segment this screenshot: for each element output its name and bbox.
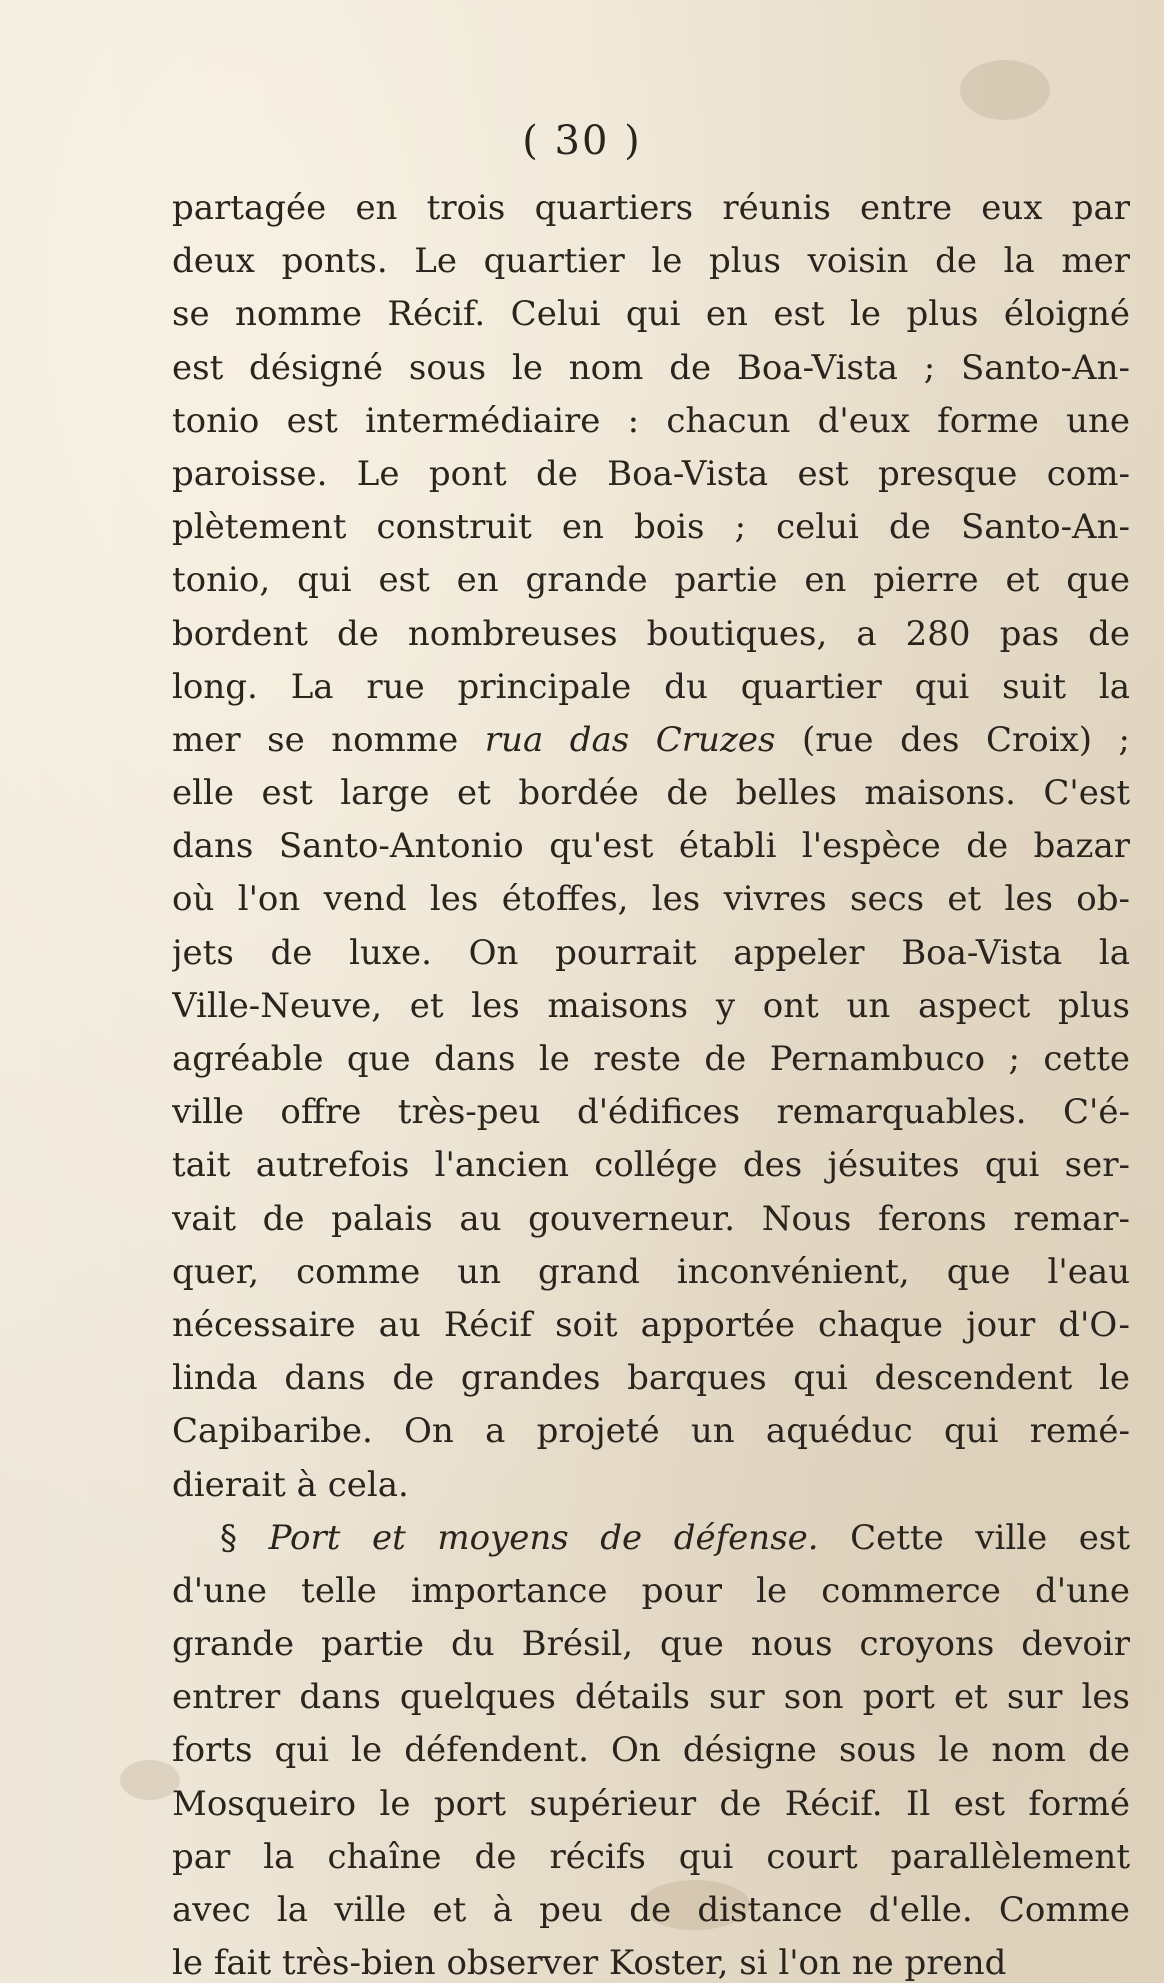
text-segment: le fait très-bien observer Koster, si l'on ne prend bbox=[172, 1943, 1007, 1983]
text-segment: Mosqueiro le port supérieur de Récif. Il est formé bbox=[172, 1783, 1130, 1824]
italic-text: Port et moyens de défense. bbox=[268, 1517, 819, 1558]
italic-text: rua das Cruzes bbox=[484, 719, 776, 760]
text-segment: jets de luxe. On pourrait appeler Boa-Vista la bbox=[172, 932, 1130, 973]
text-segment: par la chaîne de récifs qui court parallèlement bbox=[172, 1836, 1130, 1877]
text-segment: Capibaribe. On a projeté un aquéduc qui remé- bbox=[172, 1411, 1130, 1452]
text-line bbox=[172, 1831, 1130, 1884]
text-line bbox=[172, 1193, 1130, 1246]
text-line bbox=[172, 1033, 1130, 1086]
text-segment: tait autrefois l'ancien collége des jésuites qui ser- bbox=[172, 1145, 1130, 1186]
page-number: ( 30 ) bbox=[522, 118, 642, 164]
text-segment: entrer dans quelques détails sur son port et sur les bbox=[172, 1677, 1130, 1718]
text-segment: nécessaire au Récif soit apportée chaque jour d'O- bbox=[172, 1304, 1130, 1345]
text-line bbox=[172, 342, 1130, 395]
text-line bbox=[172, 1724, 1130, 1777]
text-segment: tonio, qui est en grande partie en pierre et que bbox=[172, 560, 1130, 601]
text-line bbox=[172, 1937, 1130, 1983]
text-line bbox=[172, 661, 1130, 714]
text-line bbox=[172, 714, 1130, 767]
text-line bbox=[172, 1352, 1130, 1405]
text-segment: plètement construit en bois ; celui de Santo-An- bbox=[172, 507, 1130, 548]
text-line bbox=[172, 1139, 1130, 1192]
text-segment: avec la ville et à peu de distance d'elle. Comme bbox=[172, 1890, 1130, 1930]
text-line bbox=[172, 1299, 1130, 1352]
text-segment: est désigné sous le nom de Boa-Vista ; Santo-An- bbox=[172, 347, 1130, 388]
text-line bbox=[172, 182, 1130, 235]
text-line bbox=[172, 927, 1130, 980]
text-segment: tonio est intermédiaire : chacun d'eux forme une bbox=[172, 400, 1130, 441]
text-segment: dans Santo-Antonio qu'est établi l'espèce de bazar bbox=[172, 826, 1130, 867]
text-line bbox=[172, 235, 1130, 288]
text-line bbox=[172, 820, 1130, 873]
text-segment: forts qui le défendent. On désigne sous le nom de bbox=[172, 1730, 1130, 1771]
text-segment: agréable que dans le reste de Pernambuco ; cette bbox=[172, 1039, 1130, 1079]
text-segment: d'une telle importance pour le commerce d'une bbox=[172, 1570, 1130, 1611]
text-segment: paroisse. Le pont de Boa-Vista est presque com- bbox=[172, 453, 1130, 494]
text-line bbox=[172, 554, 1130, 607]
text-segment: partagée en trois quartiers réunis entre eux par bbox=[172, 188, 1130, 228]
text-line bbox=[172, 395, 1130, 448]
text-line bbox=[172, 448, 1130, 501]
text-line bbox=[172, 1884, 1130, 1937]
text-segment: linda dans de grandes barques qui descendent le bbox=[172, 1358, 1130, 1399]
text-line bbox=[172, 1618, 1130, 1671]
text-line bbox=[172, 1246, 1130, 1299]
text-segment: se nomme Récif. Celui qui en est le plus éloigné bbox=[172, 294, 1130, 335]
text-line bbox=[172, 873, 1130, 926]
text-line bbox=[172, 767, 1130, 820]
text-segment: mer se nomme bbox=[172, 719, 485, 760]
text-segment: Cette ville est bbox=[818, 1517, 1130, 1558]
text-line bbox=[172, 1565, 1130, 1618]
text-segment: grande partie du Brésil, que nous croyons devoir bbox=[172, 1624, 1130, 1665]
text-segment: bordent de nombreuses boutiques, a 280 pas de bbox=[172, 613, 1130, 654]
text-line bbox=[172, 288, 1130, 341]
text-line bbox=[172, 1512, 1130, 1565]
text-segment: elle est large et bordée de belles maisons. C'est bbox=[172, 773, 1130, 814]
text-line bbox=[172, 1405, 1130, 1458]
text-line bbox=[172, 1459, 1130, 1512]
text-segment: (rue des Croix) ; bbox=[775, 719, 1130, 760]
paper-stain bbox=[960, 60, 1050, 120]
text-segment: Ville-Neuve, et les maisons y ont un aspect plus bbox=[172, 985, 1130, 1026]
text-line bbox=[172, 1778, 1130, 1831]
text-segment: § bbox=[220, 1517, 269, 1558]
text-segment: dierait à cela. bbox=[172, 1464, 409, 1505]
text-line bbox=[172, 1086, 1130, 1139]
text-segment: long. La rue principale du quartier qui suit la bbox=[172, 666, 1130, 707]
text-segment: deux ponts. Le quartier le plus voisin de la mer bbox=[172, 241, 1130, 282]
text-line bbox=[172, 980, 1130, 1033]
body-text bbox=[172, 182, 1130, 1983]
text-segment: ville offre très-peu d'édifices remarquables. C'é- bbox=[172, 1092, 1130, 1133]
text-line bbox=[172, 1671, 1130, 1724]
text-line bbox=[172, 501, 1130, 554]
paper-stain bbox=[120, 1760, 180, 1800]
text-segment: quer, comme un grand inconvénient, que l'eau bbox=[172, 1251, 1130, 1292]
text-segment: vait de palais au gouverneur. Nous ferons remar- bbox=[172, 1198, 1130, 1239]
text-segment: où l'on vend les étoffes, les vivres secs et les ob- bbox=[172, 879, 1130, 920]
text-line bbox=[172, 608, 1130, 661]
